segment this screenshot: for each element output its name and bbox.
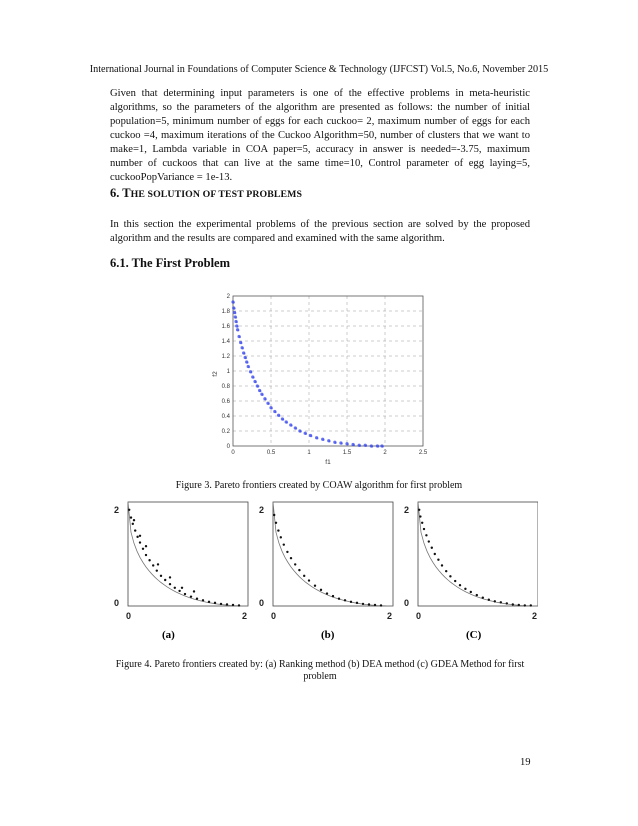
- panel-frame: [418, 502, 538, 606]
- data-point: [512, 603, 514, 605]
- figure-4-panel-b: [259, 502, 393, 641]
- figure-3-y-ticks: [222, 294, 231, 450]
- data-point: [434, 553, 436, 555]
- page-number: 19: [520, 757, 531, 768]
- figure-3-grid: [233, 296, 423, 446]
- y-tick-label: 0.6: [221, 399, 230, 405]
- y-tick-top: 2: [259, 505, 265, 515]
- data-point: [310, 435, 312, 437]
- x-tick-label: 1.5: [342, 450, 352, 456]
- data-point: [365, 445, 367, 447]
- figure-4-panel-c: [404, 502, 538, 641]
- y-tick-label: 0: [226, 444, 230, 450]
- data-point: [235, 317, 237, 319]
- data-point: [316, 437, 318, 439]
- data-point: [356, 602, 358, 604]
- figure-4-panel-a: [114, 502, 248, 641]
- x-tick-right: 2: [242, 611, 248, 621]
- x-tick-left: 0: [271, 611, 277, 621]
- section-title-rest: HE SOLUTION OF TEST PROBLEMS: [130, 189, 303, 200]
- y-tick-label: 1.4: [221, 339, 230, 345]
- data-point: [245, 357, 247, 359]
- data-point: [338, 598, 340, 600]
- y-tick-label: 1.6: [221, 324, 230, 330]
- data-point: [169, 576, 171, 578]
- x-tick-label: 2.5: [418, 450, 428, 456]
- data-point: [305, 433, 307, 435]
- pareto-curve: [273, 502, 393, 606]
- data-point: [428, 540, 430, 542]
- data-point: [255, 381, 257, 383]
- data-point: [193, 590, 195, 592]
- figure-3-x-ticks: [231, 450, 428, 456]
- data-point: [449, 575, 451, 577]
- data-point: [133, 519, 135, 521]
- data-point: [275, 411, 277, 413]
- data-point: [250, 371, 252, 373]
- data-point: [374, 604, 376, 606]
- data-point: [152, 564, 154, 566]
- data-point: [139, 535, 141, 537]
- data-point: [190, 595, 192, 597]
- data-point: [295, 428, 297, 430]
- y-tick-label: 0.4: [221, 414, 230, 420]
- data-point: [237, 329, 239, 331]
- data-point: [518, 604, 520, 606]
- data-point: [298, 569, 300, 571]
- data-point: [464, 588, 466, 590]
- data-point: [262, 394, 264, 396]
- data-point: [160, 575, 162, 577]
- panel-label: (C): [466, 629, 482, 641]
- y-tick-top: 2: [404, 505, 410, 515]
- y-tick-label: 0.2: [221, 429, 230, 435]
- data-point: [280, 536, 282, 538]
- data-point: [232, 604, 234, 606]
- x-tick-right: 2: [532, 611, 538, 621]
- data-point: [353, 444, 355, 446]
- figure-3-x-axis-label: f1: [325, 459, 331, 466]
- x-tick-label: 0: [231, 450, 235, 456]
- data-point: [214, 602, 216, 604]
- data-point: [494, 600, 496, 602]
- panel-label: (a): [162, 629, 175, 641]
- data-point: [237, 326, 239, 328]
- data-point: [282, 419, 284, 421]
- data-point: [243, 353, 245, 355]
- x-tick-label: 2: [383, 450, 387, 456]
- data-point: [139, 541, 141, 543]
- intro-paragraph: Given that determining input parameters is one of the effective problems in meta-heuristic algorithms, so the parameters of the algorithm are presented as follows: the number of initial population=5, minimum number of eggs for each cuckoo= 2, maximum number of eggs for each cuckoo =4, maximum iterations of the Cuckoo Algorithm=50, number of clusters that we want to make=1, Lambda variable in COA paper=5, accuracy in answer is needed=-3.75, maximum number of cuckoos that can live at the same time=10, Control parameter of egg laying=5, cuckooPopVariance = 1e-13.: [110, 88, 530, 183]
- data-point: [320, 589, 322, 591]
- data-point: [156, 569, 158, 571]
- data-point: [283, 543, 285, 545]
- x-tick-left: 0: [126, 611, 132, 621]
- data-point: [257, 386, 259, 388]
- data-point: [240, 342, 242, 344]
- section-heading: [110, 186, 302, 201]
- data-point: [441, 564, 443, 566]
- y-tick-label: 1: [226, 369, 230, 375]
- data-point: [252, 377, 254, 379]
- data-point: [500, 601, 502, 603]
- subsection-heading: 6.1. The First Problem: [110, 256, 231, 270]
- data-point: [202, 599, 204, 601]
- section-title-initial: T: [122, 186, 131, 200]
- data-point: [418, 509, 420, 511]
- data-point: [419, 515, 421, 517]
- figure-3-caption: Figure 3. Pareto frontiers created by COAW algorithm for first problem: [175, 480, 463, 491]
- figure-3-points: [231, 300, 383, 447]
- data-point: [421, 522, 423, 524]
- data-point: [377, 446, 379, 448]
- data-point: [248, 366, 250, 368]
- data-point: [341, 443, 343, 445]
- figure-4-caption: Figure 4. Pareto frontiers created by: (a) Ranking method (b) DEA method (c) GDEA Method for first problem: [115, 659, 525, 682]
- data-point: [128, 509, 130, 511]
- figure-4-panels: [108, 497, 538, 645]
- data-point: [431, 547, 433, 549]
- pareto-curve: [418, 502, 538, 606]
- y-tick-bottom: 0: [404, 598, 410, 608]
- data-point: [303, 575, 305, 577]
- data-point: [242, 347, 244, 349]
- data-point: [142, 548, 144, 550]
- data-point: [134, 529, 136, 531]
- data-point: [236, 321, 238, 323]
- data-point: [454, 580, 456, 582]
- data-point: [234, 312, 236, 314]
- figure-3-scatter-chart: [205, 288, 435, 470]
- x-tick-right: 2: [387, 611, 393, 621]
- data-point: [238, 604, 240, 606]
- data-point: [470, 591, 472, 593]
- data-point: [233, 302, 235, 304]
- data-point: [145, 554, 147, 556]
- data-point: [328, 440, 330, 442]
- data-point: [220, 603, 222, 605]
- data-point: [524, 604, 526, 606]
- data-point: [286, 422, 288, 424]
- data-point: [294, 563, 296, 565]
- data-point: [482, 596, 484, 598]
- data-point: [196, 598, 198, 600]
- data-point: [233, 308, 235, 310]
- data-point: [246, 362, 248, 364]
- x-tick-left: 0: [416, 611, 422, 621]
- data-point: [423, 528, 425, 530]
- data-point: [530, 604, 532, 606]
- data-point: [157, 563, 159, 565]
- data-point: [130, 516, 132, 518]
- data-point: [308, 579, 310, 581]
- data-point: [169, 583, 171, 585]
- data-point: [145, 545, 147, 547]
- data-point: [335, 442, 337, 444]
- y-tick-label: 1.2: [221, 354, 230, 360]
- data-point: [380, 604, 382, 606]
- data-point: [164, 579, 166, 581]
- data-point: [268, 403, 270, 405]
- x-tick-label: 0.5: [266, 450, 276, 456]
- data-point: [226, 603, 228, 605]
- data-point: [181, 587, 183, 589]
- data-point: [362, 603, 364, 605]
- data-point: [136, 536, 138, 538]
- data-point: [132, 523, 134, 525]
- data-point: [344, 599, 346, 601]
- y-tick-bottom: 0: [259, 598, 265, 608]
- data-point: [275, 522, 277, 524]
- data-point: [178, 590, 180, 592]
- y-tick-label: 0.8: [221, 384, 230, 390]
- y-tick-top: 2: [114, 505, 120, 515]
- data-point: [332, 595, 334, 597]
- data-point: [476, 594, 478, 596]
- data-point: [445, 570, 447, 572]
- data-point: [314, 585, 316, 587]
- data-point: [322, 439, 324, 441]
- panel-label: (b): [321, 629, 335, 641]
- section-paragraph: In this section the experimental problems of the previous section are solved by the proposed algorithm and the results are compared and examined with the same algorithm.: [110, 219, 530, 244]
- x-tick-label: 1: [307, 450, 311, 456]
- data-point: [371, 446, 373, 448]
- data-point: [239, 336, 241, 338]
- data-point: [277, 529, 279, 531]
- figure-3-y-axis-label: f2: [212, 371, 219, 377]
- data-point: [368, 603, 370, 605]
- data-point: [488, 599, 490, 601]
- data-point: [506, 602, 508, 604]
- data-point: [382, 446, 384, 448]
- data-point: [286, 551, 288, 553]
- data-point: [148, 559, 150, 561]
- data-point: [278, 415, 280, 417]
- data-point: [174, 587, 176, 589]
- data-point: [184, 593, 186, 595]
- panel-frame: [273, 502, 393, 606]
- data-point: [425, 534, 427, 536]
- journal-header: International Journal in Foundations of Computer Science & Technology (IJFCST) Vol.5, No.6, November 2015: [89, 64, 549, 75]
- data-point: [300, 431, 302, 433]
- data-point: [350, 601, 352, 603]
- data-point: [273, 514, 275, 516]
- data-point: [326, 592, 328, 594]
- y-tick-label: 2: [226, 294, 230, 300]
- data-point: [290, 557, 292, 559]
- data-point: [290, 425, 292, 427]
- figure-3-plot-frame: [233, 296, 423, 446]
- data-point: [259, 390, 261, 392]
- data-point: [347, 443, 349, 445]
- y-tick-bottom: 0: [114, 598, 120, 608]
- data-point: [208, 601, 210, 603]
- data-point: [459, 584, 461, 586]
- data-point: [359, 445, 361, 447]
- data-point: [271, 407, 273, 409]
- data-point: [437, 559, 439, 561]
- section-number: 6.: [110, 186, 123, 200]
- data-point: [265, 398, 267, 400]
- y-tick-label: 1.8: [221, 309, 230, 315]
